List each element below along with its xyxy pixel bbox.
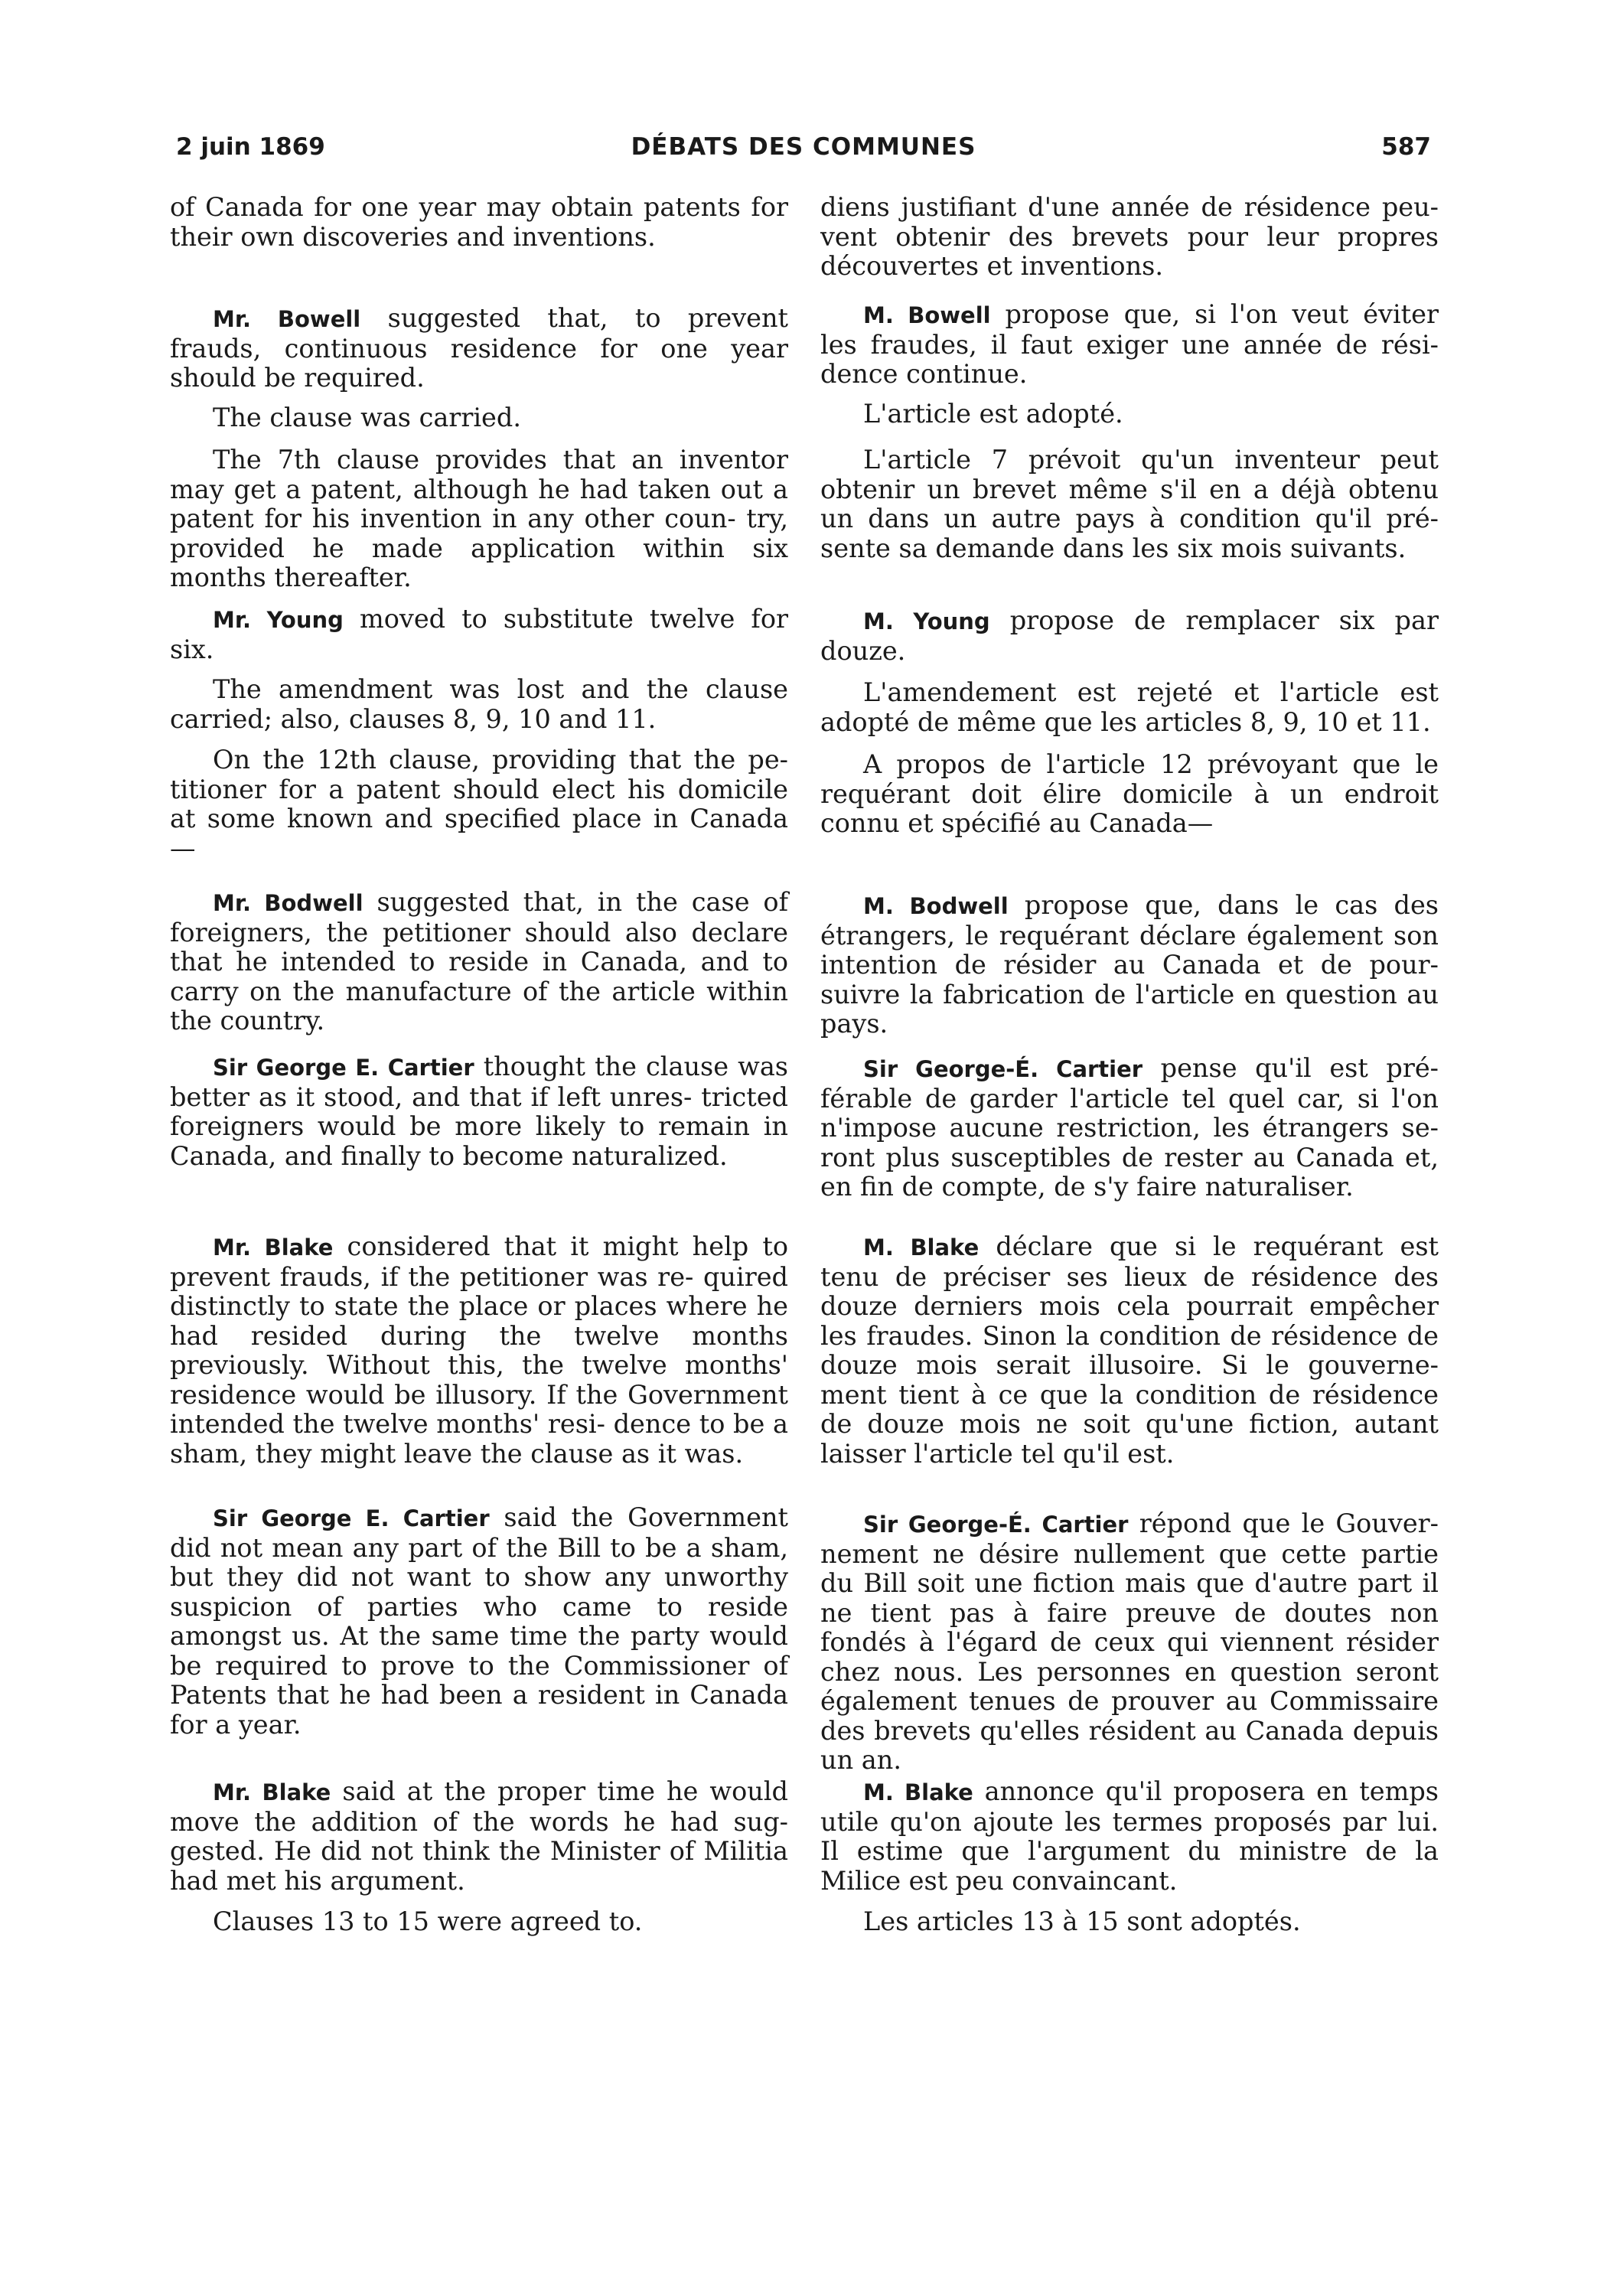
speaker-name: M. Bodwell bbox=[863, 893, 1009, 919]
page-number: 587 bbox=[1381, 133, 1431, 161]
french-paragraph-2: M. Bowell propose que, si l'on veut éviter les fraudes, il faut exiger une année de rési- dence continue. bbox=[820, 299, 1439, 389]
speaker-name: Mr. Blake bbox=[213, 1779, 331, 1805]
speaker-name: Mr. Blake bbox=[213, 1234, 334, 1261]
french-paragraph-6: L'amendement est rejeté et l'article est adopté de même que les articles 8, 9, 10 et 11. bbox=[820, 677, 1439, 737]
english-paragraph-4: The 7th clause provides that an inventor may get a patent, although he had taken out a patent for his invention in any other coun- try, provided he made application within six months thereafter. bbox=[170, 445, 788, 592]
french-paragraph-13: Les articles 13 à 15 sont adoptés. bbox=[863, 1906, 1301, 1936]
header-title: DÉBATS DES COMMUNES bbox=[631, 133, 976, 161]
english-paragraph-1: of Canada for one year may obtain patents for their own discoveries and inventions. bbox=[170, 192, 788, 252]
french-paragraph-5: M. Young propose de remplacer six par douze. bbox=[820, 605, 1439, 666]
french-paragraph-12: M. Blake annonce qu'il proposera en temps utile qu'on ajoute les termes proposés par lui. Il estime que l'argument du ministre de la Milice est peu convaincant. bbox=[820, 1776, 1439, 1896]
french-paragraph-9: Sir George-É. Cartier pense qu'il est pré- férable de garder l'article tel quel car, si l'on n'impose aucune restriction, les étrangers se- ront plus susceptibles de rester au Canada et, en fin de compte, de s'y faire naturaliser. bbox=[820, 1053, 1439, 1202]
speaker-name: M. Blake bbox=[863, 1234, 980, 1261]
speaker-name: M. Bowell bbox=[863, 302, 991, 328]
speaker-name: Sir George-É. Cartier bbox=[863, 1056, 1143, 1082]
french-paragraph-8: M. Bodwell propose que, dans le cas des étrangers, le requérant déclare également son intention de résider au Canada et de pour- suivre la fabrication de l'article en question au pays. bbox=[820, 890, 1439, 1039]
english-paragraph-2: Mr. Bowell suggested that, to prevent frauds, continuous residence for one year should be required. bbox=[170, 303, 788, 393]
french-paragraph-3: L'article est adopté. bbox=[863, 399, 1123, 429]
english-paragraph-8: Mr. Bodwell suggested that, in the case of foreigners, the petitioner should also declare that he intended to reside in Canada, and to carry on the manufacture of the article within the country. bbox=[170, 887, 789, 1035]
speaker-name: M. Young bbox=[863, 608, 990, 634]
speaker-name: Mr. Young bbox=[213, 607, 344, 633]
header-date: 2 juin 1869 bbox=[176, 133, 325, 161]
speaker-name: Mr. Bodwell bbox=[213, 890, 363, 916]
page-header bbox=[176, 133, 1431, 171]
english-paragraph-11: Sir George E. Cartier said the Government did not mean any part of the Bill to be a sham, but they did not want to show any unworthy suspicion of parties who came to reside amongst us. At the same time the party would be required to prove to the Commissioner of Patents that he had been a resident in Canada for a year. bbox=[170, 1502, 789, 1740]
english-paragraph-6: The amendment was lost and the clause carried; also, clauses 8, 9, 10 and 11. bbox=[170, 674, 788, 734]
english-paragraph-9: Sir George E. Cartier thought the clause was better as it stood, and that if left unres- tricted foreigners would be more likely to remain in Canada, and finally to become naturalized. bbox=[170, 1052, 788, 1171]
english-paragraph-13: Clauses 13 to 15 were agreed to. bbox=[213, 1906, 643, 1936]
english-paragraph-12: Mr. Blake said at the proper time he would move the addition of the words he had sug- gested. He did not think the Minister of Militia had met his argument. bbox=[170, 1776, 788, 1896]
speaker-name: Mr. Bowell bbox=[213, 306, 361, 332]
french-paragraph-4: L'article 7 prévoit qu'un inventeur peut obtenir un brevet même s'il en a déjà obtenu un dans un autre pays à condition qu'il pré- sente sa demande dans les six mois suivants. bbox=[820, 445, 1439, 563]
french-paragraph-10: M. Blake déclare que si le requérant est tenu de préciser ses lieux de résidence des douze derniers mois cela pourrait empêcher les fraudes. Sinon la condition de résidence de douze mois serait illusoire. Si le gouverne- ment tient à ce que la condition de résidence de douze mois ne soit qu'une fiction, autant laisser l'article tel qu'il est. bbox=[820, 1231, 1439, 1469]
french-paragraph-7: A propos de l'article 12 prévoyant que le requérant doit élire domicile à un endroit connu et spécifié au Canada— bbox=[820, 749, 1439, 838]
english-paragraph-5: Mr. Young moved to substitute twelve for six. bbox=[170, 604, 788, 664]
speaker-name: Sir George-É. Cartier bbox=[863, 1512, 1129, 1538]
english-paragraph-7: On the 12th clause, providing that the pe- titioner for a patent should elect his domicile at some known and specified place in Canada— bbox=[170, 745, 788, 863]
speaker-name: M. Blake bbox=[863, 1779, 973, 1805]
french-paragraph-1: diens justifiant d'une année de résidence peu- vent obtenir des brevets pour leur propres découvertes et inventions. bbox=[820, 192, 1439, 281]
french-paragraph-11: Sir George-É. Cartier répond que le Gouver- nement ne désire nullement que cette partie du Bill soit une fiction mais que d'autre part il ne tient pas à faire preuve de doutes non fondés à l'égard de ceux qui viennent résider chez nous. Les personnes en question seront également tenues de prouver au Commissaire des brevets qu'elles résident au Canada depuis un an. bbox=[820, 1508, 1439, 1775]
speaker-name: Sir George E. Cartier bbox=[213, 1505, 490, 1531]
english-paragraph-3: The clause was carried. bbox=[213, 403, 521, 432]
speaker-name: Sir George E. Cartier bbox=[213, 1055, 474, 1081]
english-paragraph-10: Mr. Blake considered that it might help to prevent frauds, if the petitioner was re- quired distinctly to state the place or places where he had resided during the twelve months previously. Without this, the twelve months' residence would be illusory. If the Government intended the twelve months' resi- dence to be a sham, they might leave the clause as it was. bbox=[170, 1231, 788, 1469]
